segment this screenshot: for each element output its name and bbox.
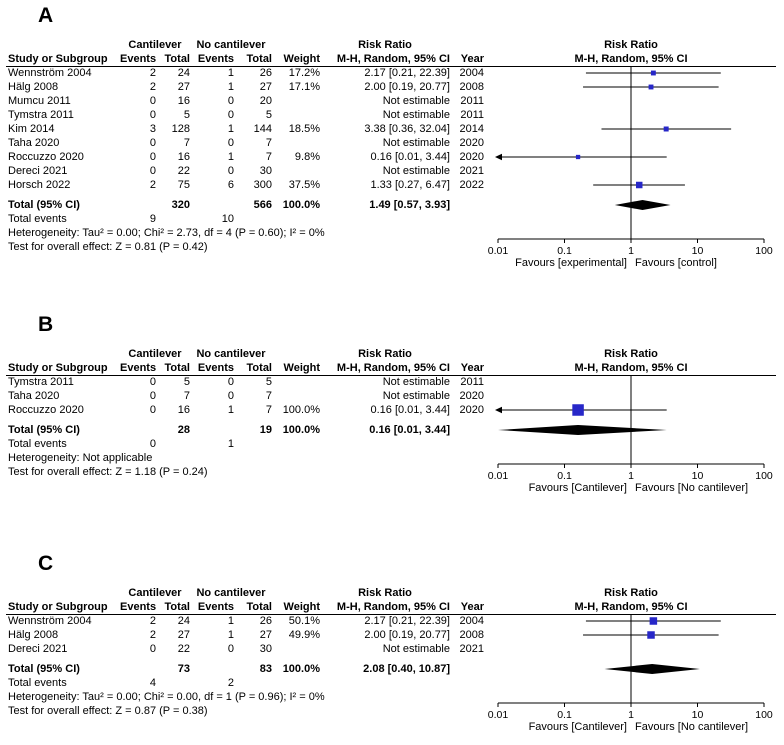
cell-e1 [120,423,156,437]
cell-e2 [190,662,234,676]
effect-square [664,127,669,132]
cell-t1: 73 [177,663,190,675]
ci-arrow-left [495,407,502,413]
study-row [8,614,484,628]
cell-weight: 100.0% [282,663,320,675]
cell-t2: 7 [265,390,272,402]
cell-e1: 3 [149,123,156,135]
cell-e2: 2 [227,677,234,689]
favours-left-label: Favours [Cantilever] [528,721,627,733]
axis-tick-label: 0.1 [557,245,572,257]
panel-label-C: C [38,552,54,575]
col-header-weight: Weight [283,601,320,613]
cell-e2: 6 [227,179,234,191]
total-label: Total (95% CI) [8,424,80,436]
cell-t1 [156,212,190,226]
cell-ci: 2.00 [0.19, 20.77] [364,81,450,93]
cell-e1: 2 [149,615,156,627]
cell-weight [272,94,320,108]
favours-left-label: Favours [experimental] [515,257,627,269]
panel-B [0,313,784,494]
study-row [8,164,484,178]
study-row [8,94,484,108]
study-row [8,136,484,150]
ci-arrow-left [495,154,502,160]
total-events-label: Total events [8,213,67,225]
plot-title: Risk Ratio [604,39,658,51]
cell-year: 2014 [459,123,484,135]
axis-tick-label: 1 [628,245,634,257]
cell-e1: 2 [149,81,156,93]
cell-t1: 22 [177,165,190,177]
cell-year: 2021 [459,643,484,655]
group1-header: Cantilever [128,348,182,360]
risk-ratio-header: Risk Ratio [358,348,412,360]
col-header-ci: M-H, Random, 95% CI [336,362,450,374]
study-row [8,178,484,192]
cell-t1: 27 [177,81,190,93]
cell-year: 2004 [459,67,484,79]
group2-header: No cantilever [196,39,266,51]
cell-e1 [120,198,156,212]
cell-year: 2021 [459,165,484,177]
cell-e2: 1 [227,151,234,163]
axis-tick-label: 10 [691,470,704,482]
axis-tick-label: 100 [755,709,773,721]
cell-e2: 1 [227,404,234,416]
cell-weight [272,164,320,178]
table-group-header [8,38,450,52]
cell-e1: 2 [149,629,156,641]
col-header-t1: Total [164,362,190,374]
cell-t2: 566 [253,199,272,211]
cell-t2: 300 [253,179,272,191]
cell-study: Wennström 2004 [8,615,92,627]
total-label: Total (95% CI) [8,663,80,675]
spacer-cell [272,347,320,361]
cell-t2: 27 [259,81,272,93]
col-header-study: Study or Subgroup [8,53,108,65]
cell-e2: 1 [227,615,234,627]
group2-header: No cantilever [196,348,266,360]
spacer-cell [8,38,120,52]
axis-tick-label: 100 [755,245,773,257]
cell-ci: 2.00 [0.19, 20.77] [364,629,450,641]
heterogeneity-text: Heterogeneity: Tau² = 0.00; Chi² = 2.73, df = 4 (P = 0.60); I² = 0% [8,227,325,239]
plot-title: Risk Ratio [604,587,658,599]
cell-e2: 1 [227,629,234,641]
cell-t1: 7 [183,390,190,402]
total-row [8,423,450,437]
table-group-header [8,347,450,361]
cell-e2: 10 [221,213,234,225]
axis-tick-label: 0.01 [487,245,509,257]
cell-weight: 37.5% [288,179,320,191]
cell-e2: 0 [227,390,234,402]
cell-weight [272,108,320,122]
effect-square [650,617,658,625]
cell-study: Tymstra 2011 [8,376,74,388]
cell-ci: 2.17 [0.21, 22.39] [364,67,450,79]
cell-weight [272,642,320,656]
cell-year: 2004 [459,615,484,627]
total-diamond [605,664,700,674]
favours-right-label: Favours [control] [635,257,717,269]
cell-e2: 1 [227,67,234,79]
effect-square [651,71,656,76]
spacer-cell [8,586,120,600]
cell-study: Dereci 2021 [8,165,68,177]
cell-ci: Not estimable [382,165,450,177]
cell-t1: 16 [177,95,190,107]
cell-year: 2011 [460,109,484,121]
cell-e2: 0 [227,376,234,388]
axis-tick-label: 100 [755,470,773,482]
effect-square [649,85,654,90]
cell-t1 [156,676,190,690]
col-header-ci: M-H, Random, 95% CI [336,53,450,65]
cell-e2: 1 [227,123,234,135]
col-header-t1: Total [164,601,190,613]
forest-plot-C [484,552,784,733]
study-row [8,403,484,417]
group1-header: Cantilever [128,39,182,51]
cell-weight: 100.0% [282,424,320,436]
col-header-year: Year [460,362,484,374]
study-row [8,66,484,80]
total-diamond [615,200,671,210]
cell-ci: 1.33 [0.27, 6.47] [370,179,450,191]
cell-year: 2020 [459,151,484,163]
cell-study: Taha 2020 [8,390,60,402]
forest-plot-A [484,4,784,269]
cell-weight: 50.1% [288,615,320,627]
total-events-label: Total events [8,438,67,450]
study-row [8,122,484,136]
plot-title: Risk Ratio [604,348,658,360]
cell-t2: 7 [265,137,272,149]
col-header-weight: Weight [283,362,320,374]
cell-t2: 7 [265,404,272,416]
cell-weight: 17.1% [288,81,320,93]
col-header-t1: Total [164,53,190,65]
axis-tick-label: 1 [628,709,634,721]
cell-year: 2008 [459,81,484,93]
study-row [8,375,484,389]
cell-e1 [120,662,156,676]
overall-effect-text: Test for overall effect: Z = 0.87 (P = 0.38) [8,705,208,717]
cell-t2: 30 [259,643,272,655]
col-header-e1: Events [120,53,157,65]
cell-e2: 0 [227,137,234,149]
cell-t1: 75 [177,179,190,191]
panel-A [0,4,784,269]
cell-year: 2022 [459,179,484,191]
cell-weight [272,389,320,403]
cell-weight [272,136,320,150]
cell-e1: 0 [149,137,156,149]
cell-e2: 0 [227,165,234,177]
cell-weight: 100.0% [282,404,320,416]
cell-ci: 0.16 [0.01, 3.44] [369,424,450,436]
axis-tick-label: 10 [691,245,704,257]
heterogeneity-text: Heterogeneity: Not applicable [8,452,153,464]
cell-ci: Not estimable [382,643,450,655]
cell-t1: 22 [177,643,190,655]
cell-study: Hälg 2008 [8,629,59,641]
total-diamond [498,425,667,435]
table-group-header [8,586,450,600]
cell-study: Kim 2014 [8,123,55,135]
col-header-e2: Events [197,601,234,613]
cell-study: Wennström 2004 [8,67,92,79]
col-header-e1: Events [120,601,157,613]
study-row [8,389,484,403]
col-header-t2: Total [246,362,272,374]
panel-label-B: B [38,313,54,336]
cell-t1: 5 [183,109,190,121]
cell-e1: 0 [149,151,156,163]
total-row [8,662,450,676]
axis-tick-label: 0.01 [487,470,509,482]
cell-year: 2008 [459,629,484,641]
study-row [8,628,484,642]
col-header-year: Year [460,601,484,613]
effect-square [576,155,580,159]
favours-left-label: Favours [Cantilever] [528,482,627,494]
col-header-year: Year [460,53,484,65]
spacer-cell [272,38,320,52]
cell-e1: 0 [149,95,156,107]
group1-header: Cantilever [128,587,182,599]
cell-ci: 1.49 [0.57, 3.93] [369,199,450,211]
cell-t1: 7 [183,137,190,149]
cell-ci: Not estimable [382,390,450,402]
cell-t2: 30 [259,165,272,177]
cell-t2: 19 [259,424,272,436]
axis-tick-label: 1 [628,470,634,482]
cell-e2 [190,423,234,437]
overall-effect-text: Test for overall effect: Z = 1.18 (P = 0.24) [8,466,208,478]
col-header-weight: Weight [283,53,320,65]
cell-year: 2020 [459,404,484,416]
cell-year: 2011 [460,376,484,388]
cell-study: Roccuzzo 2020 [8,404,84,416]
forest-plot-figure [0,4,784,733]
cell-t1 [156,437,190,451]
heterogeneity-text: Heterogeneity: Tau² = 0.00; Chi² = 0.00, df = 1 (P = 0.96); I² = 0% [8,691,325,703]
risk-ratio-header: Risk Ratio [358,587,412,599]
col-header-study: Study or Subgroup [8,362,108,374]
group2-header: No cantilever [196,587,266,599]
cell-e2: 1 [227,438,234,450]
axis-tick-label: 10 [691,709,704,721]
cell-ci: 2.08 [0.40, 10.87] [363,663,450,675]
cell-ci: Not estimable [382,95,450,107]
cell-t1: 320 [171,199,190,211]
cell-t1: 16 [177,404,190,416]
total-events-label: Total events [8,677,67,689]
cell-t2: 26 [259,67,272,79]
cell-ci: Not estimable [382,376,450,388]
panel-C [0,552,784,733]
col-header-t2: Total [246,601,272,613]
effect-square [647,631,654,638]
table-column-header [8,361,484,375]
overall-effect-text: Test for overall effect: Z = 0.81 (P = 0.42) [8,241,208,253]
effect-square [572,404,584,416]
total-label: Total (95% CI) [8,199,80,211]
cell-ci: 2.17 [0.21, 22.39] [364,615,450,627]
cell-e1: 2 [149,179,156,191]
cell-study: Taha 2020 [8,137,60,149]
panel-label-A: A [38,4,54,27]
study-row [8,108,484,122]
cell-t2: 5 [265,109,272,121]
cell-e1: 0 [149,165,156,177]
cell-e1: 4 [149,677,156,689]
cell-t2: 27 [259,629,272,641]
risk-ratio-header: Risk Ratio [358,39,412,51]
effect-square [636,182,643,189]
plot-subtitle: M-H, Random, 95% CI [574,53,688,65]
cell-t1: 128 [171,123,190,135]
cell-e1: 9 [149,213,156,225]
cell-t1: 5 [183,376,190,388]
cell-ci: Not estimable [382,137,450,149]
cell-study: Horsch 2022 [8,179,71,191]
cell-t2: 26 [259,615,272,627]
cell-t2: 144 [253,123,272,135]
cell-t2: 5 [265,376,272,388]
spacer-cell [272,586,320,600]
cell-ci: Not estimable [382,109,450,121]
axis-tick-label: 0.1 [557,709,572,721]
cell-e1: 0 [149,376,156,388]
cell-e1: 2 [149,67,156,79]
cell-weight: 18.5% [288,123,320,135]
study-row [8,150,484,164]
cell-ci: 0.16 [0.01, 3.44] [370,151,450,163]
plot-subtitle: M-H, Random, 95% CI [574,362,688,374]
cell-year: 2020 [459,137,484,149]
cell-e1: 0 [149,390,156,402]
col-header-ci: M-H, Random, 95% CI [336,601,450,613]
cell-t2: 7 [265,151,272,163]
cell-weight: 9.8% [294,151,320,163]
cell-t1: 16 [177,151,190,163]
cell-e2: 0 [227,643,234,655]
cell-weight: 17.2% [288,67,320,79]
spacer-cell [8,347,120,361]
cell-t2: 20 [259,95,272,107]
total-row [8,198,450,212]
cell-e1: 0 [149,109,156,121]
col-header-e2: Events [197,362,234,374]
cell-study: Mumcu 2011 [8,95,71,107]
cell-study: Tymstra 2011 [8,109,74,121]
axis-tick-label: 0.01 [487,709,509,721]
cell-e2: 0 [227,95,234,107]
cell-t1: 24 [177,615,190,627]
cell-t2: 83 [259,663,272,675]
cell-e2: 0 [227,109,234,121]
total-events-row [8,212,234,226]
cell-ci: 0.16 [0.01, 3.44] [370,404,450,416]
cell-study: Dereci 2021 [8,643,68,655]
study-row [8,80,484,94]
col-header-e2: Events [197,53,234,65]
total-events-row [8,437,234,451]
cell-weight: 49.9% [288,629,320,641]
cell-t1: 28 [177,424,190,436]
axis-tick-label: 0.1 [557,470,572,482]
cell-weight [272,375,320,389]
cell-weight: 100.0% [282,199,320,211]
cell-study: Roccuzzo 2020 [8,151,84,163]
total-events-row [8,676,234,690]
cell-e1: 0 [149,643,156,655]
col-header-e1: Events [120,362,157,374]
table-column-header [8,52,484,66]
cell-t1: 27 [177,629,190,641]
cell-year: 2020 [459,390,484,402]
col-header-study: Study or Subgroup [8,601,108,613]
cell-e2: 1 [227,81,234,93]
cell-e2 [190,198,234,212]
cell-study: Hälg 2008 [8,81,59,93]
favours-right-label: Favours [No cantilever] [635,721,749,733]
study-row [8,642,484,656]
table-column-header [8,600,484,614]
forest-plot-B [484,313,784,494]
favours-right-label: Favours [No cantilever] [635,482,749,494]
cell-e1: 0 [149,438,156,450]
plot-subtitle: M-H, Random, 95% CI [574,601,688,613]
col-header-t2: Total [246,53,272,65]
cell-ci: 3.38 [0.36, 32.04] [364,123,450,135]
cell-e1: 0 [149,404,156,416]
cell-t1: 24 [177,67,190,79]
cell-year: 2011 [460,95,484,107]
